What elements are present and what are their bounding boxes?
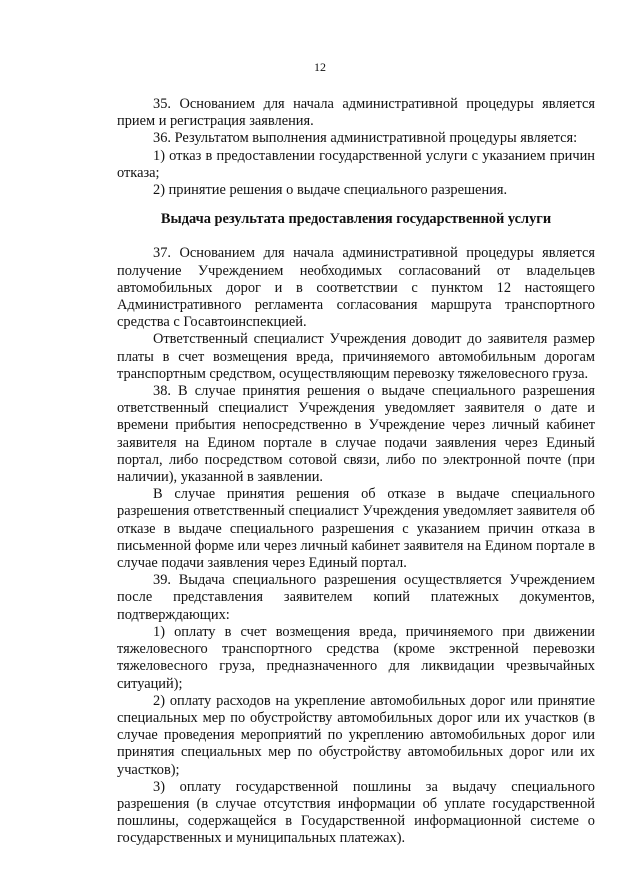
paragraph-37-fee-notice: Ответственный специалист Учреждения доводит до заявителя размер платы в счет возмещения вреда, причиняемого автомобильным дорогам транспортным средством, осуществляющим перевозку тяжеловесного груза. — [117, 331, 595, 382]
paragraph-39-item-1: 1) оплату в счет возмещения вреда, причиняемого при движении тяжеловесного транспортного средства (кроме экстренной перевозки тяжеловесного груза, предназначенного для ликвидации чрезвычайных ситуаций); — [117, 623, 595, 692]
paragraph-39: 39. Выдача специального разрешения осуществляется Учреждением после представления заявителем копий платежных документов, подтверждающих: — [117, 572, 595, 623]
paragraph-36: 36. Результатом выполнения административной процедуры является: — [153, 130, 578, 147]
paragraph-36-item-2: 2) принятие решения о выдаче специального разрешения. — [153, 182, 508, 199]
paragraph-37: 37. Основанием для начала административной процедуры является получение Учреждением необходимых согласований от владельцев автомобильных дорог и в соответствии с пунктом 12 настоящего Административного регламента согласования маршрута транспортного средства с Госавтоинспекцией. — [117, 245, 595, 331]
page-number: 12 — [314, 60, 326, 74]
paragraph-39-item-3: 3) оплату государственной пошлины за выдачу специального разрешения (в случае отсутствия информации об уплате государственной пошлины, содержащейся в Государственной информационной системе о государственных и муниципальных платежах). — [117, 778, 595, 847]
document-body — [117, 96, 595, 848]
paragraph-35: 35. Основанием для начала административной процедуры является прием и регистрация заявления. — [117, 96, 595, 130]
paragraph-38: 38. В случае принятия решения о выдаче специального разрешения ответственный специалист Учреждения уведомляет заявителя о дате и времени прибытия непосредственно в Учреждение через личный кабинет заявителя на Едином портале в случае подачи заявления через Единый портал, либо посредством сотовой связи, либо по электронной почте (при наличии), указанной в заявлении. — [117, 383, 595, 486]
section-heading: Выдача результата предоставления государственной услуги — [160, 211, 552, 228]
paragraph-36-item-1: 1) отказ в предоставлении государственной услуги с указанием причин отказа; — [117, 147, 595, 181]
paragraph-38-refusal: В случае принятия решения об отказе в выдаче специального разрешения ответственный специалист Учреждения уведомляет заявителя об отказе в выдаче специального разрешения с указанием причин отказа в письменной форме или через личный кабинет заявителя на Едином портале в случае подачи заявления через Единый портал. — [117, 486, 595, 572]
paragraph-39-item-2: 2) оплату расходов на укрепление автомобильных дорог или принятие специальных мер по обустройству автомобильных дорог или их участков (в случае проведения мероприятий по укреплению автомобильных дорог или принятия специальных мер по обустройству автомобильных дорог или их участков); — [117, 692, 595, 778]
